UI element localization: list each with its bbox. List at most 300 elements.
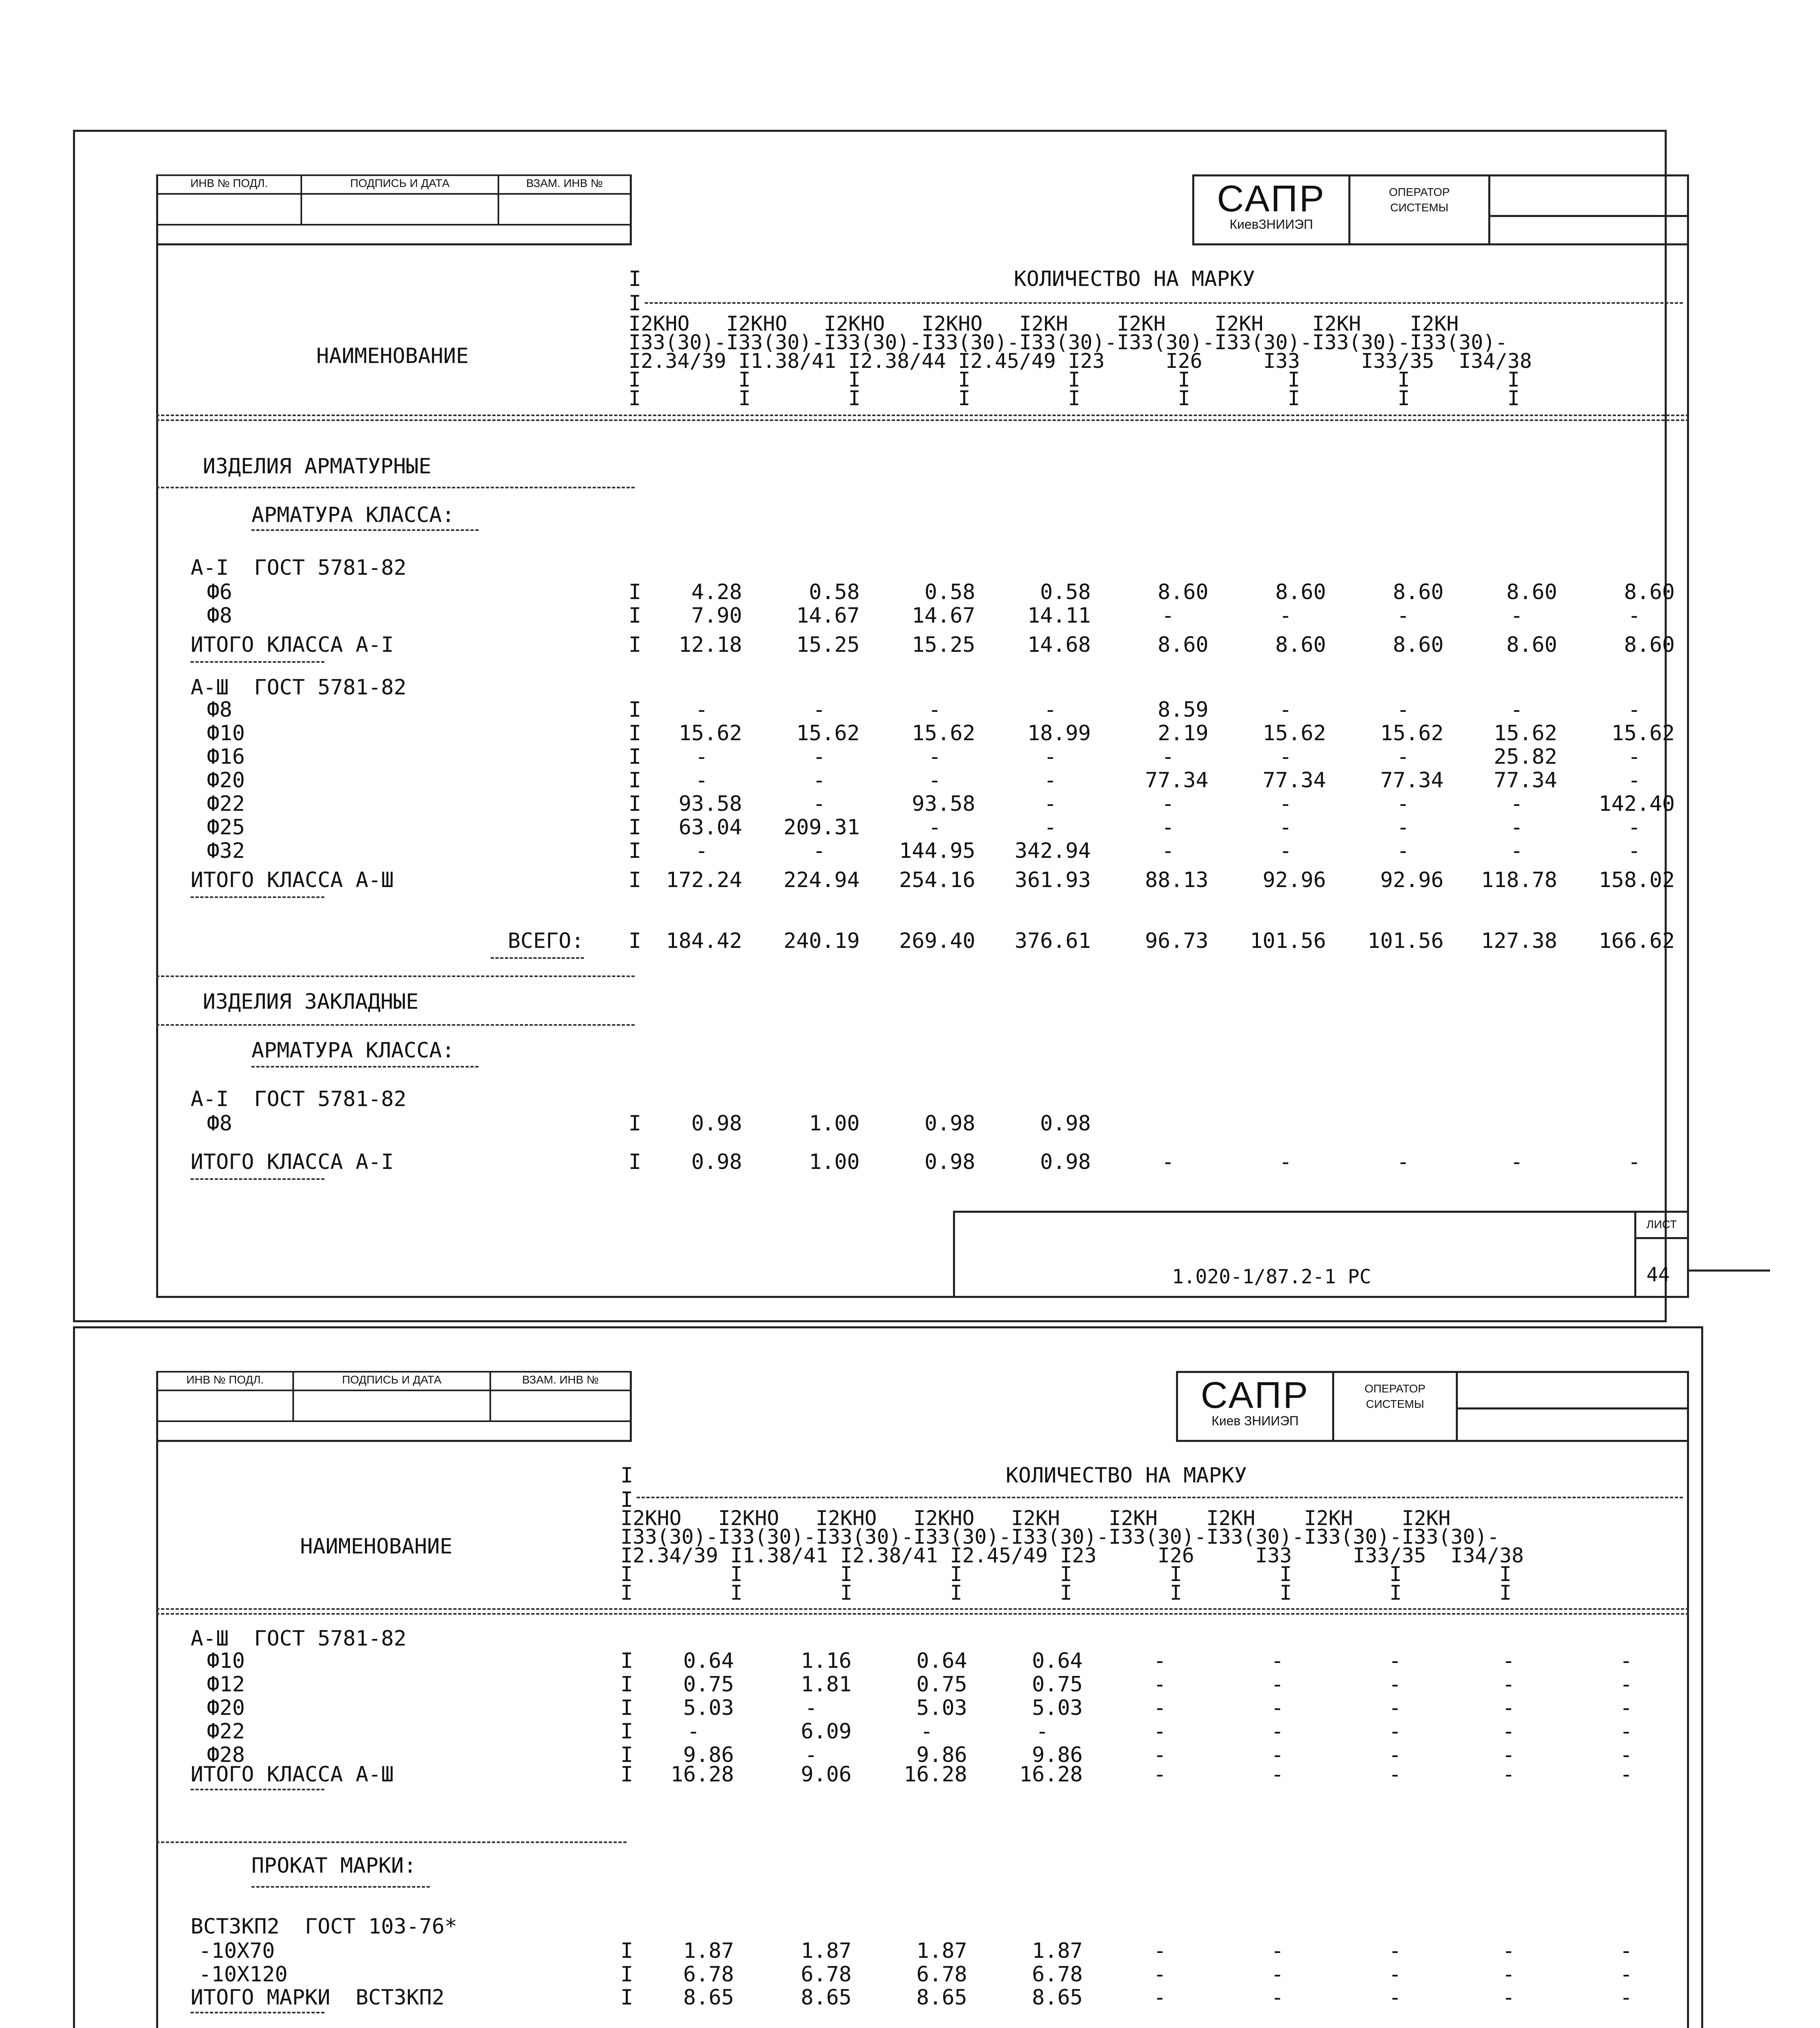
cell-value: - bbox=[1389, 1985, 1401, 2010]
cell-value: - bbox=[1271, 1762, 1284, 1787]
cell-value: - bbox=[1271, 1649, 1284, 1673]
sapr-vline-4 bbox=[1456, 1371, 1458, 1442]
col-divider: I bbox=[620, 1649, 633, 1673]
cell-value: - bbox=[813, 768, 826, 793]
row-label: Ф22 bbox=[207, 1719, 245, 1744]
section-class-2: АРМАТУРА КЛАССА: bbox=[251, 1038, 455, 1063]
row-label: ИТОГО КЛАССА А-I bbox=[191, 1150, 394, 1174]
cell-value: 1.87 bbox=[1032, 1939, 1083, 1963]
stamp-box-6 bbox=[489, 1390, 631, 1422]
sep-45-3 bbox=[251, 1886, 430, 1888]
header-I-col-2: I bbox=[629, 291, 642, 316]
cell-value: - bbox=[1161, 745, 1174, 769]
cell-value: 1.00 bbox=[809, 1111, 860, 1136]
header-I-col-4: I bbox=[620, 1488, 633, 1512]
list-label-44: ЛИСТ bbox=[1646, 1218, 1677, 1231]
cell-value: - bbox=[1389, 1939, 1401, 1963]
cell-value: 166.62 bbox=[1599, 929, 1675, 953]
cell-value: 0.98 bbox=[691, 1150, 742, 1174]
side-line-44 bbox=[1689, 1270, 1770, 1272]
header-sep bbox=[645, 302, 1683, 304]
cell-value: 16.28 bbox=[670, 1762, 734, 1787]
cell-value: - bbox=[1510, 839, 1523, 863]
cell-value: - bbox=[1279, 604, 1292, 628]
cell-value: - bbox=[1389, 1762, 1401, 1787]
col-divider: I bbox=[629, 633, 642, 657]
cell-value: - bbox=[1271, 1985, 1284, 2010]
cell-value: 1.81 bbox=[801, 1672, 852, 1697]
cell-value: - bbox=[1279, 745, 1292, 769]
cell-value: - bbox=[928, 768, 941, 793]
gost-a1-b: А-I ГОСТ 5781-82 bbox=[191, 1087, 407, 1111]
cell-value: - bbox=[1044, 815, 1057, 840]
col-marks-line1-2: I2КНО I2КНО I2КНО I2КНО I2КН I2КН I2КН I2КН I2КН bbox=[620, 1506, 1451, 1530]
cell-value: 25.82 bbox=[1494, 745, 1557, 769]
cell-value: 144.95 bbox=[899, 839, 975, 863]
cell-value: 18.99 bbox=[1027, 721, 1091, 745]
cell-value: - bbox=[1620, 1939, 1633, 1963]
cell-value: - bbox=[1271, 1672, 1284, 1697]
col-marks-I-row1: I I I I I I I I I bbox=[629, 368, 1520, 391]
cell-value: - bbox=[1628, 1150, 1641, 1174]
cell-value: 9.86 bbox=[1032, 1743, 1083, 1767]
col-marks-line2-2: I33(30)-I33(30)-I33(30)-I33(30)-I33(30)-I33(30)-I33(30)-I33(30)-I33(30)- bbox=[620, 1525, 1500, 1549]
cell-value: 376.61 bbox=[1015, 929, 1091, 953]
cell-value: - bbox=[1389, 1962, 1401, 1987]
cell-value: - bbox=[1620, 1743, 1633, 1767]
col-marks-line3-2: I2.34/39 I1.38/41 I2.38/41 I2.45/49 I23 I26 I33 I33/35 I34/38 bbox=[620, 1544, 1524, 1567]
cell-value: 0.98 bbox=[1040, 1111, 1091, 1136]
cell-value: 96.73 bbox=[1145, 929, 1208, 953]
row-label: Ф20 bbox=[207, 1696, 245, 1720]
cell-value: - bbox=[1389, 1719, 1401, 1744]
cell-value: - bbox=[1153, 1743, 1166, 1767]
stamp-vzam: ВЗАМ. ИНВ № bbox=[498, 174, 631, 195]
cell-value: 240.19 bbox=[783, 929, 860, 953]
row-label: Ф25 bbox=[207, 815, 245, 840]
cell-value: - bbox=[1620, 1719, 1633, 1744]
cell-value: - bbox=[1389, 1696, 1401, 1720]
cell-value: 184.42 bbox=[666, 929, 742, 953]
cell-value: - bbox=[928, 745, 941, 769]
cell-value: 15.62 bbox=[1380, 721, 1444, 745]
stamp-vline bbox=[630, 174, 632, 245]
cell-value: 1.87 bbox=[801, 1939, 852, 1963]
col-divider: I bbox=[620, 1985, 633, 2010]
cell-value: - bbox=[1389, 1672, 1401, 1697]
cell-value: - bbox=[928, 698, 941, 722]
row-label: Ф22 bbox=[207, 792, 245, 816]
cell-value: - bbox=[1279, 839, 1292, 863]
cell-value: 15.25 bbox=[912, 633, 975, 657]
cell-value: - bbox=[1502, 1762, 1515, 1787]
cell-value: - bbox=[1279, 698, 1292, 722]
cell-value: - bbox=[928, 815, 941, 840]
sapr-logo: САПР КиевЗНИИЭП bbox=[1217, 178, 1326, 232]
col-divider: I bbox=[620, 1743, 633, 1767]
cell-value: - bbox=[1397, 792, 1410, 816]
cell-value: 342.94 bbox=[1015, 839, 1091, 863]
sep-45-1 bbox=[191, 1789, 324, 1790]
cell-value: - bbox=[687, 1719, 700, 1744]
cell-value: 1.87 bbox=[683, 1939, 734, 1963]
cell-value: 15.25 bbox=[796, 633, 860, 657]
row-label: ИТОГО МАРКИ ВСТ3КП2 bbox=[191, 1985, 445, 2010]
cell-value: 8.60 bbox=[1157, 580, 1208, 604]
cell-value: 4.28 bbox=[691, 580, 742, 604]
cell-value: - bbox=[1153, 1649, 1166, 1673]
cell-value: 8.60 bbox=[1393, 580, 1444, 604]
cell-value: - bbox=[805, 1743, 818, 1767]
row-label: Ф10 bbox=[207, 1649, 245, 1673]
cell-value: 15.62 bbox=[1611, 721, 1675, 745]
cell-value: 1.16 bbox=[801, 1649, 852, 1673]
cell-value: - bbox=[813, 745, 826, 769]
cell-value: - bbox=[1502, 1939, 1515, 1963]
row-label: -10Х120 bbox=[199, 1962, 288, 1987]
cell-value: - bbox=[1397, 745, 1410, 769]
row-label: Ф12 bbox=[207, 1672, 245, 1697]
cell-value: - bbox=[1153, 1672, 1166, 1697]
cell-value: 1.87 bbox=[916, 1939, 967, 1963]
header-sep-2 bbox=[637, 1497, 1683, 1498]
cell-value: 8.60 bbox=[1275, 580, 1326, 604]
cell-value: 77.34 bbox=[1380, 768, 1444, 793]
stamp-vzam-2: ВЗАМ. ИНВ № bbox=[489, 1371, 631, 1391]
cell-value: - bbox=[1044, 698, 1057, 722]
stamp-box-5 bbox=[292, 1390, 491, 1422]
cell-value: - bbox=[1161, 839, 1174, 863]
cell-value: - bbox=[1502, 1649, 1515, 1673]
name-col-heading: НАИМЕНОВАНИЕ bbox=[316, 344, 469, 368]
cell-value: - bbox=[1397, 815, 1410, 840]
cell-value: - bbox=[695, 698, 708, 722]
sep-44-6 bbox=[156, 975, 635, 977]
stamp-vline-2 bbox=[630, 1371, 632, 1442]
col-divider: I bbox=[629, 929, 642, 953]
cell-value: - bbox=[1628, 839, 1641, 863]
cell-value: 0.75 bbox=[1032, 1672, 1083, 1697]
cell-value: 16.28 bbox=[1019, 1762, 1083, 1787]
cell-value: 8.65 bbox=[801, 1985, 852, 2010]
row-label: Ф10 bbox=[207, 721, 245, 745]
sep-44-8 bbox=[251, 1066, 479, 1068]
list-no-44: 44 bbox=[1646, 1263, 1670, 1286]
cell-value: 0.98 bbox=[1040, 1150, 1091, 1174]
cell-value: - bbox=[1628, 604, 1641, 628]
cell-value: 172.24 bbox=[666, 868, 742, 892]
row-label: Ф32 bbox=[207, 839, 245, 863]
sapr-hline bbox=[1488, 215, 1689, 217]
col-marks-I-row3: I I I I I I I I I bbox=[620, 1562, 1512, 1586]
sapr-logo-2: САПР Киев ЗНИИЭП bbox=[1200, 1375, 1310, 1428]
cell-value: - bbox=[1389, 1743, 1401, 1767]
sep-44-4 bbox=[191, 896, 324, 898]
operator-label: ОПЕРАТОР СИСТЕМЫ bbox=[1389, 186, 1450, 214]
cell-value: 8.60 bbox=[1624, 580, 1675, 604]
cell-value: 0.64 bbox=[1032, 1649, 1083, 1673]
sep-45-2 bbox=[156, 1841, 627, 1843]
cell-value: 6.78 bbox=[801, 1962, 852, 1987]
cell-value: 63.04 bbox=[678, 815, 742, 840]
header-double-sep bbox=[156, 415, 1689, 421]
header-double-sep-2 bbox=[156, 1608, 1689, 1615]
row-label: Ф16 bbox=[207, 745, 245, 769]
cell-value: 9.86 bbox=[683, 1743, 734, 1767]
cell-value: - bbox=[1044, 768, 1057, 793]
cell-value: 0.75 bbox=[683, 1672, 734, 1697]
cell-value: - bbox=[695, 745, 708, 769]
cell-value: 14.67 bbox=[912, 604, 975, 628]
sep-44-2 bbox=[251, 529, 479, 531]
cell-value: - bbox=[1161, 815, 1174, 840]
stamp-sign-2: ПОДПИСЬ И ДАТА bbox=[292, 1371, 491, 1391]
cell-value: - bbox=[1502, 1743, 1515, 1767]
stamp-box-2 bbox=[300, 193, 499, 226]
row-label: Ф28 bbox=[207, 1743, 245, 1767]
cell-value: 361.93 bbox=[1015, 868, 1091, 892]
cell-value: - bbox=[1510, 698, 1523, 722]
cell-value: 15.62 bbox=[796, 721, 860, 745]
cell-value: 8.60 bbox=[1275, 633, 1326, 657]
list-box-44-line bbox=[1634, 1237, 1689, 1239]
cell-value: 0.98 bbox=[691, 1111, 742, 1136]
cell-value: - bbox=[1510, 1150, 1523, 1174]
cell-value: - bbox=[1510, 792, 1523, 816]
cell-value: - bbox=[1044, 745, 1057, 769]
cell-value: 142.40 bbox=[1599, 792, 1675, 816]
header-I-col-3: I bbox=[620, 1463, 633, 1488]
col-divider: I bbox=[620, 1962, 633, 1987]
doc-code-44: 1.020-1/87.2-1 РС bbox=[1172, 1265, 1371, 1288]
qty-heading-2: КОЛИЧЕСТВО НА МАРКУ bbox=[1006, 1463, 1247, 1488]
gost-a3-2: А-Ш ГОСТ 5781-82 bbox=[191, 1626, 407, 1651]
cell-value: - bbox=[1271, 1939, 1284, 1963]
cell-value: 6.78 bbox=[683, 1962, 734, 1987]
row-label: Ф6 bbox=[207, 580, 232, 604]
gost-a1: А-I ГОСТ 5781-82 bbox=[191, 556, 407, 580]
cell-value: 0.58 bbox=[924, 580, 975, 604]
cell-value: - bbox=[1044, 792, 1057, 816]
cell-value: 15.62 bbox=[1262, 721, 1326, 745]
cell-value: - bbox=[1153, 1939, 1166, 1963]
stamp-sign: ПОДПИСЬ И ДАТА bbox=[300, 174, 499, 195]
cell-value: 5.03 bbox=[1032, 1696, 1083, 1720]
cell-value: - bbox=[1271, 1719, 1284, 1744]
col-divider: I bbox=[620, 1696, 633, 1720]
cell-value: - bbox=[1620, 1696, 1633, 1720]
cell-value: - bbox=[1279, 815, 1292, 840]
stamp-line bbox=[156, 243, 631, 245]
cell-value: - bbox=[1620, 1762, 1633, 1787]
cell-value: 158.02 bbox=[1599, 868, 1675, 892]
cell-value: 8.60 bbox=[1624, 633, 1675, 657]
col-divider: I bbox=[620, 1939, 633, 1963]
col-divider: I bbox=[629, 1150, 642, 1174]
cell-value: 92.96 bbox=[1380, 868, 1444, 892]
cell-value: - bbox=[920, 1719, 933, 1744]
sep-44-5 bbox=[491, 957, 584, 959]
operator-label-2: ОПЕРАТОР СИСТЕМЫ bbox=[1364, 1382, 1426, 1410]
cell-value: - bbox=[1502, 1719, 1515, 1744]
cell-value: - bbox=[1397, 839, 1410, 863]
cell-value: - bbox=[1502, 1696, 1515, 1720]
cell-value: 14.11 bbox=[1027, 604, 1091, 628]
cell-value: - bbox=[813, 792, 826, 816]
col-divider: I bbox=[629, 604, 642, 628]
cell-value: 8.60 bbox=[1506, 580, 1557, 604]
cell-value: 14.68 bbox=[1027, 633, 1091, 657]
cell-value: - bbox=[1628, 698, 1641, 722]
row-label: Ф20 bbox=[207, 768, 245, 793]
stamp-box-3 bbox=[498, 193, 631, 226]
col-divider: I bbox=[620, 1762, 633, 1787]
col-marks-line1: I2КНО I2КНО I2КНО I2КНО I2КН I2КН I2КН I2КН I2КН bbox=[629, 312, 1459, 335]
row-label: ИТОГО КЛАССА А-I bbox=[191, 633, 394, 657]
cell-value: - bbox=[1279, 1150, 1292, 1174]
col-divider: I bbox=[629, 815, 642, 840]
cell-value: 269.40 bbox=[899, 929, 975, 953]
cell-value: 6.78 bbox=[916, 1962, 967, 1987]
cell-value: 8.65 bbox=[683, 1985, 734, 2010]
col-divider: I bbox=[629, 792, 642, 816]
sapr-vline-2 bbox=[1488, 174, 1490, 245]
row-label: ИТОГО КЛАССА А-Ш bbox=[191, 868, 394, 892]
row-label: Ф8 bbox=[207, 604, 232, 628]
cell-value: 6.09 bbox=[801, 1719, 852, 1744]
section-armature-items: ИЗДЕЛИЯ АРМАТУРНЫЕ bbox=[203, 454, 431, 479]
cell-value: - bbox=[1161, 604, 1174, 628]
cell-value: 0.64 bbox=[916, 1649, 967, 1673]
stamp-inv-2: ИНВ № ПОДЛ. bbox=[156, 1371, 294, 1391]
cell-value: 77.34 bbox=[1145, 768, 1208, 793]
stamp-line-2 bbox=[156, 1440, 631, 1442]
vst-gost: ВСТ3КП2 ГОСТ 103-76* bbox=[191, 1914, 457, 1939]
col-divider: I bbox=[620, 1719, 633, 1744]
cell-value: - bbox=[1502, 1672, 1515, 1697]
cell-value: 8.65 bbox=[916, 1985, 967, 2010]
cell-value: 0.98 bbox=[924, 1150, 975, 1174]
cell-value: 16.28 bbox=[904, 1762, 967, 1787]
cell-value: 5.03 bbox=[916, 1696, 967, 1720]
sep-44-9 bbox=[191, 1178, 324, 1180]
cell-value: 101.56 bbox=[1250, 929, 1326, 953]
cell-value: - bbox=[1161, 1150, 1174, 1174]
cell-value: - bbox=[1271, 1962, 1284, 1987]
cell-value: 93.58 bbox=[912, 792, 975, 816]
cell-value: - bbox=[1397, 1150, 1410, 1174]
cell-value: 9.06 bbox=[801, 1762, 852, 1787]
col-marks-line2: I33(30)-I33(30)-I33(30)-I33(30)-I33(30)-I33(30)-I33(30)-I33(30)-I33(30)- bbox=[629, 331, 1508, 354]
cell-value: - bbox=[1628, 768, 1641, 793]
cell-value: 15.62 bbox=[678, 721, 742, 745]
header-I-col: I bbox=[629, 267, 642, 291]
cell-value: 77.34 bbox=[1494, 768, 1557, 793]
cell-value: 93.58 bbox=[678, 792, 742, 816]
cell-value: 77.34 bbox=[1262, 768, 1326, 793]
col-divider: I bbox=[629, 768, 642, 793]
cell-value: - bbox=[805, 1696, 818, 1720]
cell-value: 224.94 bbox=[783, 868, 860, 892]
section-embedded: ИЗДЕЛИЯ ЗАКЛАДНЫЕ bbox=[203, 990, 419, 1014]
cell-value: - bbox=[1628, 745, 1641, 769]
cell-value: 8.60 bbox=[1157, 633, 1208, 657]
cell-value: - bbox=[1153, 1762, 1166, 1787]
cell-value: - bbox=[695, 768, 708, 793]
cell-value: 118.78 bbox=[1481, 868, 1557, 892]
stamp-box-4 bbox=[156, 1390, 294, 1422]
col-divider: I bbox=[629, 721, 642, 745]
col-divider: I bbox=[629, 868, 642, 892]
cell-value: - bbox=[1161, 792, 1174, 816]
cell-value: - bbox=[1271, 1696, 1284, 1720]
col-marks-line3: I2.34/39 I1.38/41 I2.38/44 I2.45/49 I23 I26 I33 I33/35 I34/38 bbox=[629, 349, 1532, 373]
gost-a3: А-Ш ГОСТ 5781-82 bbox=[191, 675, 407, 700]
cell-value: 92.96 bbox=[1262, 868, 1326, 892]
col-marks-I-row2: I I I I I I I I I bbox=[629, 387, 1520, 410]
col-marks-I-row4: I I I I I I I I I bbox=[620, 1581, 1512, 1605]
sep-44-1 bbox=[156, 487, 635, 488]
cell-value: 0.64 bbox=[683, 1649, 734, 1673]
cell-value: - bbox=[1153, 1719, 1166, 1744]
cell-value: 15.62 bbox=[912, 721, 975, 745]
cell-value: - bbox=[1620, 1672, 1633, 1697]
cell-value: 6.78 bbox=[1032, 1962, 1083, 1987]
cell-value: 9.86 bbox=[916, 1743, 967, 1767]
cell-value: - bbox=[1389, 1649, 1401, 1673]
cell-value: 0.98 bbox=[924, 1111, 975, 1136]
sep-44-3 bbox=[191, 661, 324, 663]
cell-value: 5.03 bbox=[683, 1696, 734, 1720]
col-divider: I bbox=[620, 1672, 633, 1697]
row-label: ВСЕГО: bbox=[508, 929, 584, 953]
sapr-hline-2 bbox=[1456, 1407, 1689, 1409]
row-label: -10Х70 bbox=[199, 1939, 275, 1963]
cell-value: 1.00 bbox=[809, 1150, 860, 1174]
cell-value: 8.65 bbox=[1032, 1985, 1083, 2010]
cell-value: - bbox=[1153, 1985, 1166, 2010]
row-label: Ф8 bbox=[207, 1111, 232, 1136]
cell-value: - bbox=[1510, 604, 1523, 628]
cell-value: - bbox=[1271, 1743, 1284, 1767]
cell-value: 14.67 bbox=[796, 604, 860, 628]
cell-value: 2.19 bbox=[1157, 721, 1208, 745]
cell-value: - bbox=[1628, 815, 1641, 840]
section-rolled: ПРОКАТ МАРКИ: bbox=[251, 1854, 416, 1878]
row-label: Ф8 bbox=[207, 698, 232, 722]
cell-value: - bbox=[1397, 698, 1410, 722]
cell-value: - bbox=[1397, 604, 1410, 628]
cell-value: - bbox=[1620, 1649, 1633, 1673]
cell-value: - bbox=[1620, 1962, 1633, 1987]
cell-value: 8.59 bbox=[1157, 698, 1208, 722]
cell-value: - bbox=[1153, 1962, 1166, 1987]
sep-44-7 bbox=[156, 1024, 635, 1026]
name-col-heading-2: НАИМЕНОВАНИЕ bbox=[300, 1534, 453, 1559]
cell-value: 101.56 bbox=[1367, 929, 1444, 953]
cell-value: - bbox=[1502, 1962, 1515, 1987]
qty-heading: КОЛИЧЕСТВО НА МАРКУ bbox=[1014, 267, 1255, 291]
col-divider: I bbox=[629, 698, 642, 722]
cell-value: - bbox=[1153, 1696, 1166, 1720]
cell-value: - bbox=[1502, 1985, 1515, 2010]
cell-value: 8.60 bbox=[1393, 633, 1444, 657]
cell-value: 0.75 bbox=[916, 1672, 967, 1697]
cell-value: - bbox=[813, 698, 826, 722]
cell-value: 12.18 bbox=[678, 633, 742, 657]
col-divider: I bbox=[629, 1111, 642, 1136]
cell-value: 15.62 bbox=[1494, 721, 1557, 745]
